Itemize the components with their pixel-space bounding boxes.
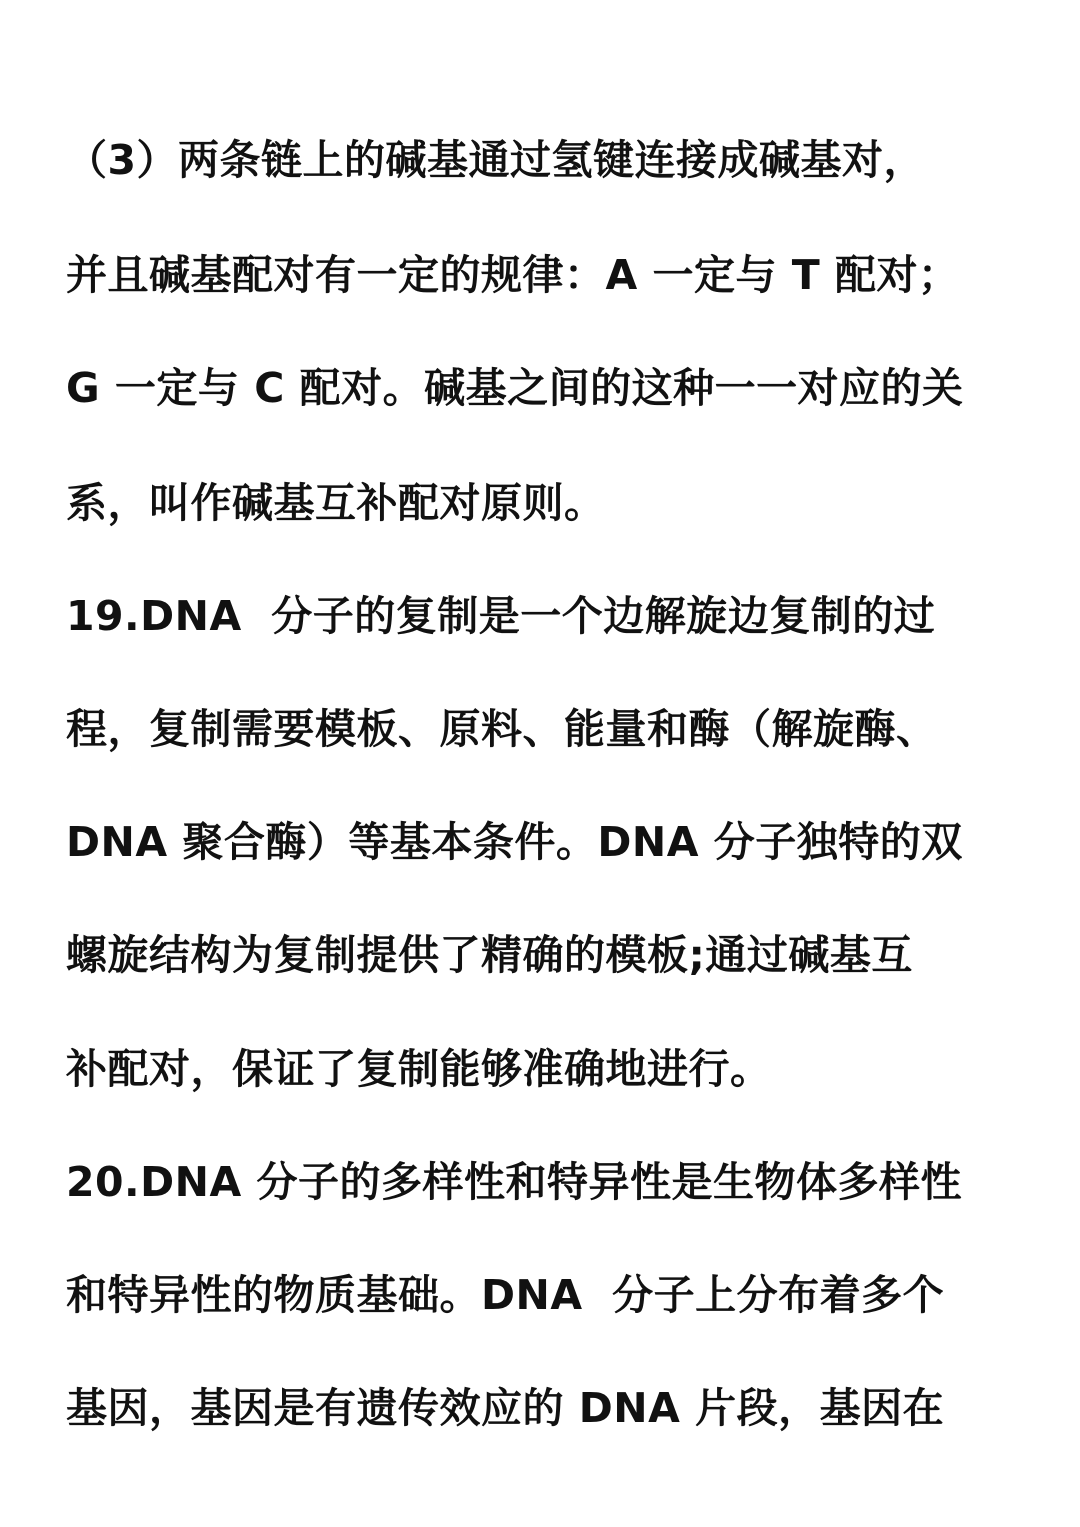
text-line: 补配对，保证了复制能够准确地进行。 (66, 1045, 772, 1093)
text-line: 系，叫作碱基互补配对原则。 (66, 479, 606, 527)
text-line: 20.DNA 分子的多样性和特异性是生物体多样性 (66, 1158, 962, 1206)
text-line: 程，复制需要模板、原料、能量和酶（解旋酶、 (66, 705, 938, 753)
text-line: DNA 聚合酶）等基本条件。DNA 分子独特的双 (66, 818, 963, 866)
text-line: 基因，基因是有遗传效应的 DNA 片段，基因在 (66, 1384, 945, 1432)
text-line: （3）两条链上的碱基通过氢键连接成碱基对， (66, 136, 926, 184)
text-line: 螺旋结构为复制提供了精确的模板;通过碱基互 (66, 931, 913, 979)
text-line: G 一定与 C 配对。碱基之间的这种一一对应的关 (66, 364, 964, 412)
text-line: 19.DNA 分子的复制是一个边解旋边复制的过 (66, 592, 936, 640)
text-line: 并且碱基配对有一定的规律：A 一定与 T 配对； (66, 251, 960, 299)
text-line: 和特异性的物质基础。DNA 分子上分布着多个 (66, 1271, 945, 1319)
